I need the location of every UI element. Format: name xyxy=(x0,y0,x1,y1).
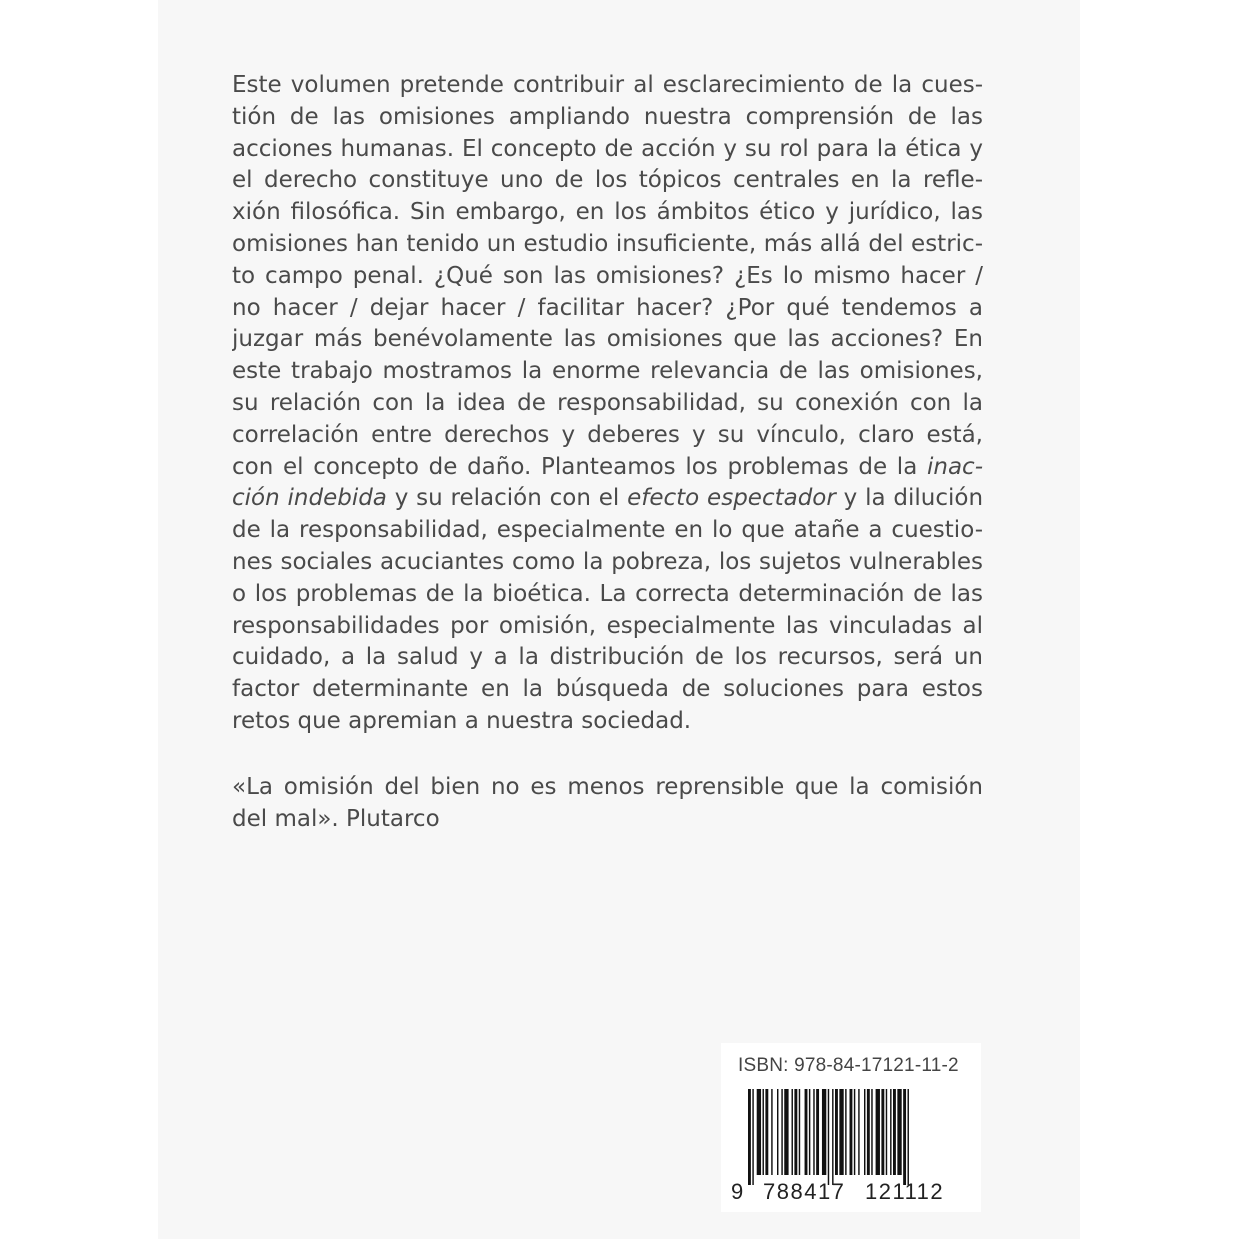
blurb-line: Este volumen pretende contribuir al esclarecimiento de la cues- xyxy=(232,72,983,98)
barcode-bar xyxy=(809,1089,810,1175)
blurb-line: el derecho constituye uno de los tópicos centrales en la refle- xyxy=(232,167,983,194)
blurb-line: o los problemas de la bioética. La correcta determinación de las xyxy=(232,580,983,607)
barcode-digit-group-left: 788417 xyxy=(763,1179,846,1204)
blurb-line: tión de las omisiones ampliando nuestra comprensión de las xyxy=(232,103,983,130)
barcode-bar xyxy=(903,1089,906,1185)
isbn-label: ISBN: 978-84-17121-11-2 xyxy=(738,1055,959,1076)
italic-term: efecto espectador xyxy=(627,485,836,512)
quote-line: del mal». Plutarco xyxy=(232,805,440,832)
epigraph-quote xyxy=(232,772,983,836)
barcode-bar xyxy=(757,1089,761,1175)
barcode-bars xyxy=(748,1089,958,1189)
barcode-bar xyxy=(781,1089,782,1175)
blurb-segment: con el concepto de daño. Planteamos los problemas de la xyxy=(232,453,918,480)
blurb-line: acciones humanas. El concepto de acción y su rol para la ética y xyxy=(232,135,983,162)
barcode-bar xyxy=(765,1089,768,1175)
barcode-bar xyxy=(816,1089,819,1175)
blurb-line: correlación entre derechos y deberes y su vínculo, claro está, xyxy=(232,421,983,448)
barcode-bar xyxy=(893,1089,896,1175)
barcode-bar xyxy=(763,1089,764,1175)
blurb-line: retos que apremian a nuestra sociedad. xyxy=(232,707,692,734)
barcode-digit-group-right: 121112 xyxy=(865,1179,945,1204)
barcode-bar xyxy=(839,1089,843,1175)
barcode-bar xyxy=(850,1089,853,1175)
italic-term: inac- xyxy=(926,453,983,480)
blurb-segment: y la dilución xyxy=(843,485,983,512)
blurb-segment: y su relación con el xyxy=(394,485,620,512)
barcode-bar xyxy=(805,1089,808,1175)
barcode-bar xyxy=(752,1089,753,1185)
blurb-line: xión filosófica. Sin embargo, en los ámbitos ético y jurídico, las xyxy=(232,199,983,226)
blurb-line: nes sociales acuciantes como la pobreza, los sujetos vulnerables xyxy=(232,548,983,575)
blurb-line: omisiones han tenido un estudio insuficiente, más allá del estric- xyxy=(232,230,983,257)
isbn-barcode-box xyxy=(721,1043,981,1212)
blurb-line: factor determinante en la búsqueda de soluciones para estos xyxy=(232,676,983,703)
blurb-text xyxy=(232,70,983,738)
barcode-bar xyxy=(822,1089,826,1175)
barcode-bar xyxy=(876,1089,880,1175)
barcode-bar xyxy=(828,1089,829,1185)
barcode-bar xyxy=(908,1089,909,1185)
blurb-line: su relación con la idea de responsabilidad, su conexión con la xyxy=(232,389,983,416)
barcode-bar xyxy=(864,1089,865,1175)
italic-term: ción indebida xyxy=(232,485,387,512)
barcode-bar xyxy=(794,1089,797,1175)
barcode-bar xyxy=(784,1089,788,1175)
barcode-digit-lead: 9 xyxy=(731,1179,744,1204)
barcode-bar xyxy=(890,1089,891,1175)
barcode-bar xyxy=(835,1089,838,1175)
barcode-bar xyxy=(799,1089,800,1175)
blurb-line: responsabilidades por omisión, especialmente las vinculadas al xyxy=(232,612,983,639)
barcode-bar xyxy=(771,1089,772,1175)
barcode-bar xyxy=(777,1089,778,1175)
barcode-bar xyxy=(854,1089,855,1175)
blurb-line: to campo penal. ¿Qué son las omisiones? ¿Es lo mismo hacer / xyxy=(232,262,983,289)
barcode-bar xyxy=(886,1089,887,1175)
blurb-line: de la responsabilidad, especialmente en lo que atañe a cuestio- xyxy=(232,517,983,544)
blurb-line: cuidado, a la salud y a la distribución de los recursos, será un xyxy=(232,644,983,671)
blurb-line: este trabajo mostramos la enorme relevancia de las omisiones, xyxy=(232,358,983,385)
quote-line: «La omisión del bien no es menos reprensible que la comisión xyxy=(232,774,983,800)
barcode-bar xyxy=(858,1089,859,1175)
barcode-bar xyxy=(881,1089,884,1175)
blurb-line xyxy=(232,452,983,484)
barcode-bar xyxy=(845,1089,846,1175)
barcode-bar xyxy=(813,1089,814,1175)
barcode-bar xyxy=(792,1089,793,1175)
barcode-bar xyxy=(832,1089,833,1185)
barcode-bar xyxy=(897,1089,901,1175)
barcode-bar xyxy=(871,1089,872,1175)
blurb-line: no hacer / dejar hacer / facilitar hacer? ¿Por qué tendemos a xyxy=(232,294,983,321)
blurb-line: juzgar más benévolamente las omisiones que las acciones? En xyxy=(232,326,983,353)
barcode-bar xyxy=(867,1089,870,1175)
blurb-line xyxy=(232,483,983,515)
barcode-bar xyxy=(748,1089,751,1185)
